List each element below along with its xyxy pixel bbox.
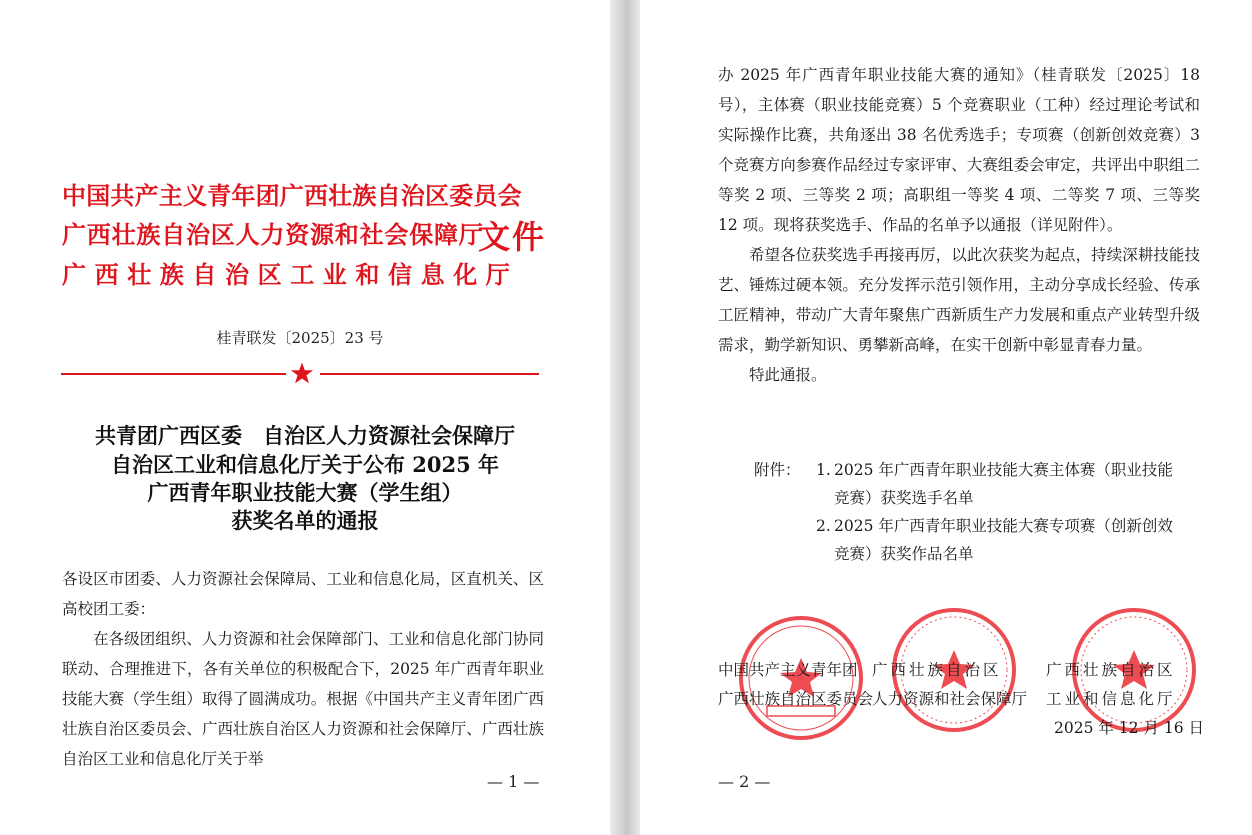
notice-title-line-2: 自治区工业和信息化厅关于公布 2025 年 [110, 452, 500, 477]
attachment-item [754, 456, 1204, 512]
signatory-2-line-2: 人力资源和社会保障厅 [872, 690, 1028, 708]
attachment-title-line-1: 2025 年广西青年职业技能大赛专项赛（创新创效 [834, 517, 1173, 535]
issuer-line-hr-social-security: 广西壮族自治区人力资源和社会保障厅 [62, 220, 484, 249]
salutation: 各设区市团委、人力资源社会保障局、工业和信息化局，区直机关、区高校团工委： [62, 570, 544, 618]
document-number-text: 桂青联发〔2025〕23 号 [216, 329, 384, 347]
body-paragraph-continued: 办 2025 年广西青年职业技能大赛的通知》（桂青联发〔2025〕18 号），主体赛（职业技能竞赛）5 个竞赛职业（工种）经过理论考试和实际操作比赛，共角逐出 38 名优秀选手；专项赛（创新创效竞赛）3 个竞赛方向参赛作品经过专家评审、大赛组委会审定，共评出中职组二等奖 2 项、三等奖 2 项；高职组一等奖 4 项、二等奖 7 项、三等奖 12 项。现将获奖选手、作品的名单予以通报（详见附件）。 [718, 66, 1200, 234]
page2-body [718, 60, 1200, 390]
issuer-line-communist-youth-league: 中国共产主义青年团广西壮族自治区委员会 [62, 181, 522, 210]
red-divider-left [61, 373, 286, 375]
attachment-number: 1. [816, 461, 831, 479]
body-paragraph: 在各级团组织、人力资源和社会保障部门、工业和信息化部门协同联动、合理推进下，各有关单位的积极配合下，2025 年广西青年职业技能大赛（学生组）取得了圆满成功。根据《中国共产主义青年团广西壮族自治区委员会、广西壮族自治区人力资源和社会保障厅、广西壮族自治区工业和信息化厅关于举 [62, 630, 544, 768]
signatory-3-line-1: 广西壮族自治区 [1046, 661, 1176, 679]
issuer-line-industry-it: 广西壮族自治区工业和信息化厅 [62, 260, 519, 289]
attachments-list [754, 456, 1204, 568]
signatory-2-line-1: 广西壮族自治区 [872, 661, 1002, 679]
issue-date: 2025 年 12 月 16 日 [1054, 719, 1205, 737]
document-page-2 [640, 0, 1252, 835]
notice-title-line-4: 获奖名单的通报 [231, 508, 379, 533]
attachment-item [754, 512, 1204, 568]
signatory-1-line-1: 中国共产主义青年团 [718, 661, 858, 679]
attachment-number: 2. [816, 517, 831, 535]
attachment-title-line-2: 竞赛）获奖作品名单 [834, 545, 974, 563]
page1-body [62, 564, 544, 774]
red-star-icon [290, 361, 314, 385]
red-divider-right [320, 373, 539, 375]
document-number [0, 327, 610, 348]
closing-text: 特此通报。 [749, 366, 827, 384]
document-page-1 [0, 0, 610, 835]
page-number: — 2 — [718, 772, 771, 791]
notice-title-line-1: 共青团广西区委 自治区人力资源社会保障厅 [95, 423, 515, 448]
attachments-label: 附件： [754, 461, 801, 479]
document-word-label: 文件 [478, 218, 547, 256]
page-gutter [610, 0, 640, 835]
signatory-3-line-2: 工业和信息化厅 [1046, 690, 1176, 708]
body-paragraph-encouragement: 希望各位获奖选手再接再厉，以此次获奖为起点，持续深耕技能技艺、锤炼过硬本领。充分发挥示范引领作用，主动分享成长经验、传承工匠精神，带动广大青年聚焦广西新质生产力发展和重点产业转型升级需求，勤学新知识、勇攀新高峰，在实干创新中彰显青春力量。 [718, 246, 1200, 354]
attachment-title-line-1: 2025 年广西青年职业技能大赛主体赛（职业技能 [834, 461, 1173, 479]
signatory-1-line-2: 广西壮族自治区委员会 [718, 690, 874, 708]
notice-title-line-3: 广西青年职业技能大赛（学生组） [147, 480, 463, 505]
attachment-title-line-2: 竞赛）获奖选手名单 [834, 489, 974, 507]
page-number: — 1 — [487, 772, 540, 791]
